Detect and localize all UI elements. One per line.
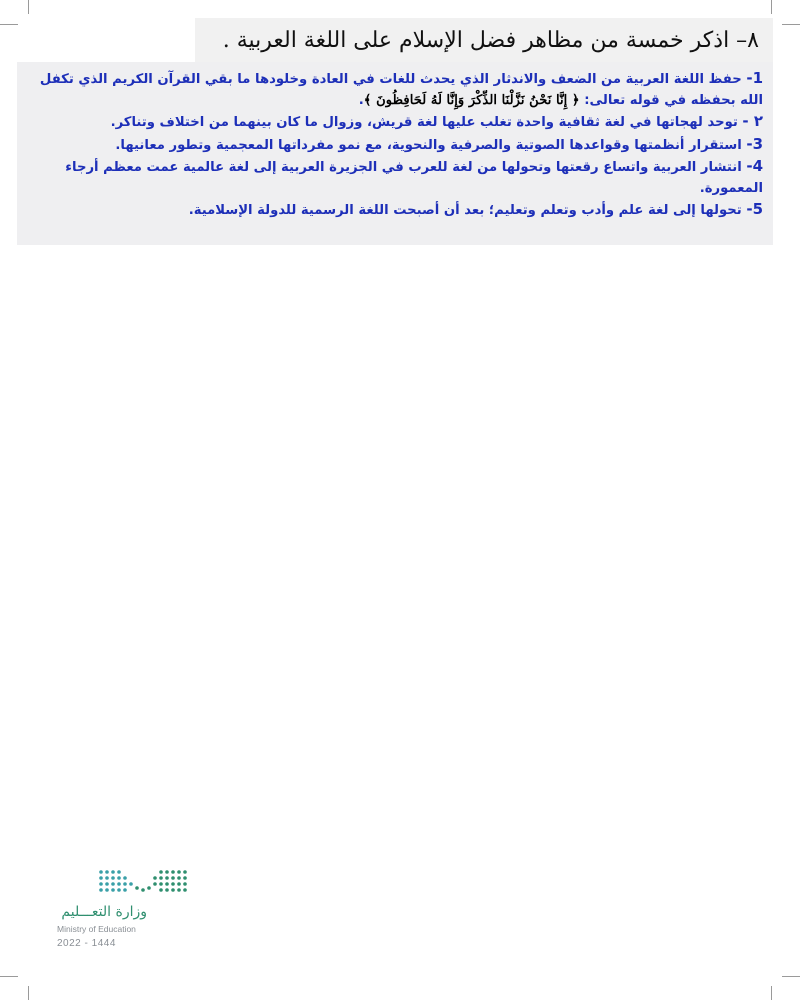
crop-mark: [28, 0, 29, 14]
answer-text: حفظ اللغة العربية من الضعف والاندثار الذي يحدث للغات في العادة وخلودها ما بقي القرآن الكريم الذي تكفل الله بحفظه في قوله تعالى:: [39, 72, 763, 108]
crop-mark: [782, 24, 800, 25]
answer-text: انتشار العربية واتساع رقعتها وتحولها من لغة للعرب في الجزيرة العربية إلى لغة عالمية عمت معظم أرجاء المعمورة.: [65, 160, 763, 196]
crop-mark: [782, 976, 800, 977]
answer-text: توحد لهجاتها في لغة ثقافية واحدة تغلب عليها لغة قريش، وزوال ما كان بينهما من اختلاف وتناكر.: [110, 115, 743, 130]
answer-item-2: [29, 111, 763, 134]
quran-verse: ﴿ إِنَّا نَحْنُ نَزَّلْنَا الذِّكْرَ وَإِنَّا لَهُ لَحَافِظُونَ ﴾: [363, 92, 580, 108]
question-text: ٨– اذكر خمسة من مظاهر فضل الإسلام على اللغة العربية .: [222, 27, 759, 53]
crop-mark: [771, 0, 772, 14]
ministry-logo: [55, 860, 205, 960]
answer-item-1: [29, 68, 763, 111]
answer-number: ٢ -: [742, 112, 763, 130]
answer-text: استقرار أنظمتها وقواعدها الصوتية والصرفية والنحوية، مع نمو مفرداتها المعجمية وتطور معانيها.: [115, 137, 747, 153]
answer-box: [17, 62, 773, 245]
answer-number: 3-: [746, 134, 763, 153]
logo-arabic-name: وزارة التعـــليم: [61, 904, 147, 920]
answer-text: تحولها إلى لغة علم وأدب وتعلم وتعليم؛ بعد أن أصبحت اللغة الرسمية للدولة الإسلامية.: [188, 203, 747, 218]
answer-text-end: .: [358, 92, 364, 108]
logo-year: 2022 - 1444: [57, 938, 116, 949]
logo-dots-icon: [97, 866, 189, 900]
question-heading: [195, 18, 773, 62]
crop-mark: [28, 986, 29, 1000]
answer-number: 1-: [746, 69, 763, 87]
answer-number: 5-: [746, 200, 763, 218]
crop-mark: [771, 986, 772, 1000]
answer-number: 4-: [746, 157, 763, 175]
answer-item-5: [29, 199, 763, 222]
answer-item-4: [29, 156, 763, 199]
logo-english-name: Ministry of Education: [57, 924, 136, 934]
answer-item-3: [29, 134, 763, 157]
crop-mark: [0, 24, 18, 25]
crop-mark: [0, 976, 18, 977]
